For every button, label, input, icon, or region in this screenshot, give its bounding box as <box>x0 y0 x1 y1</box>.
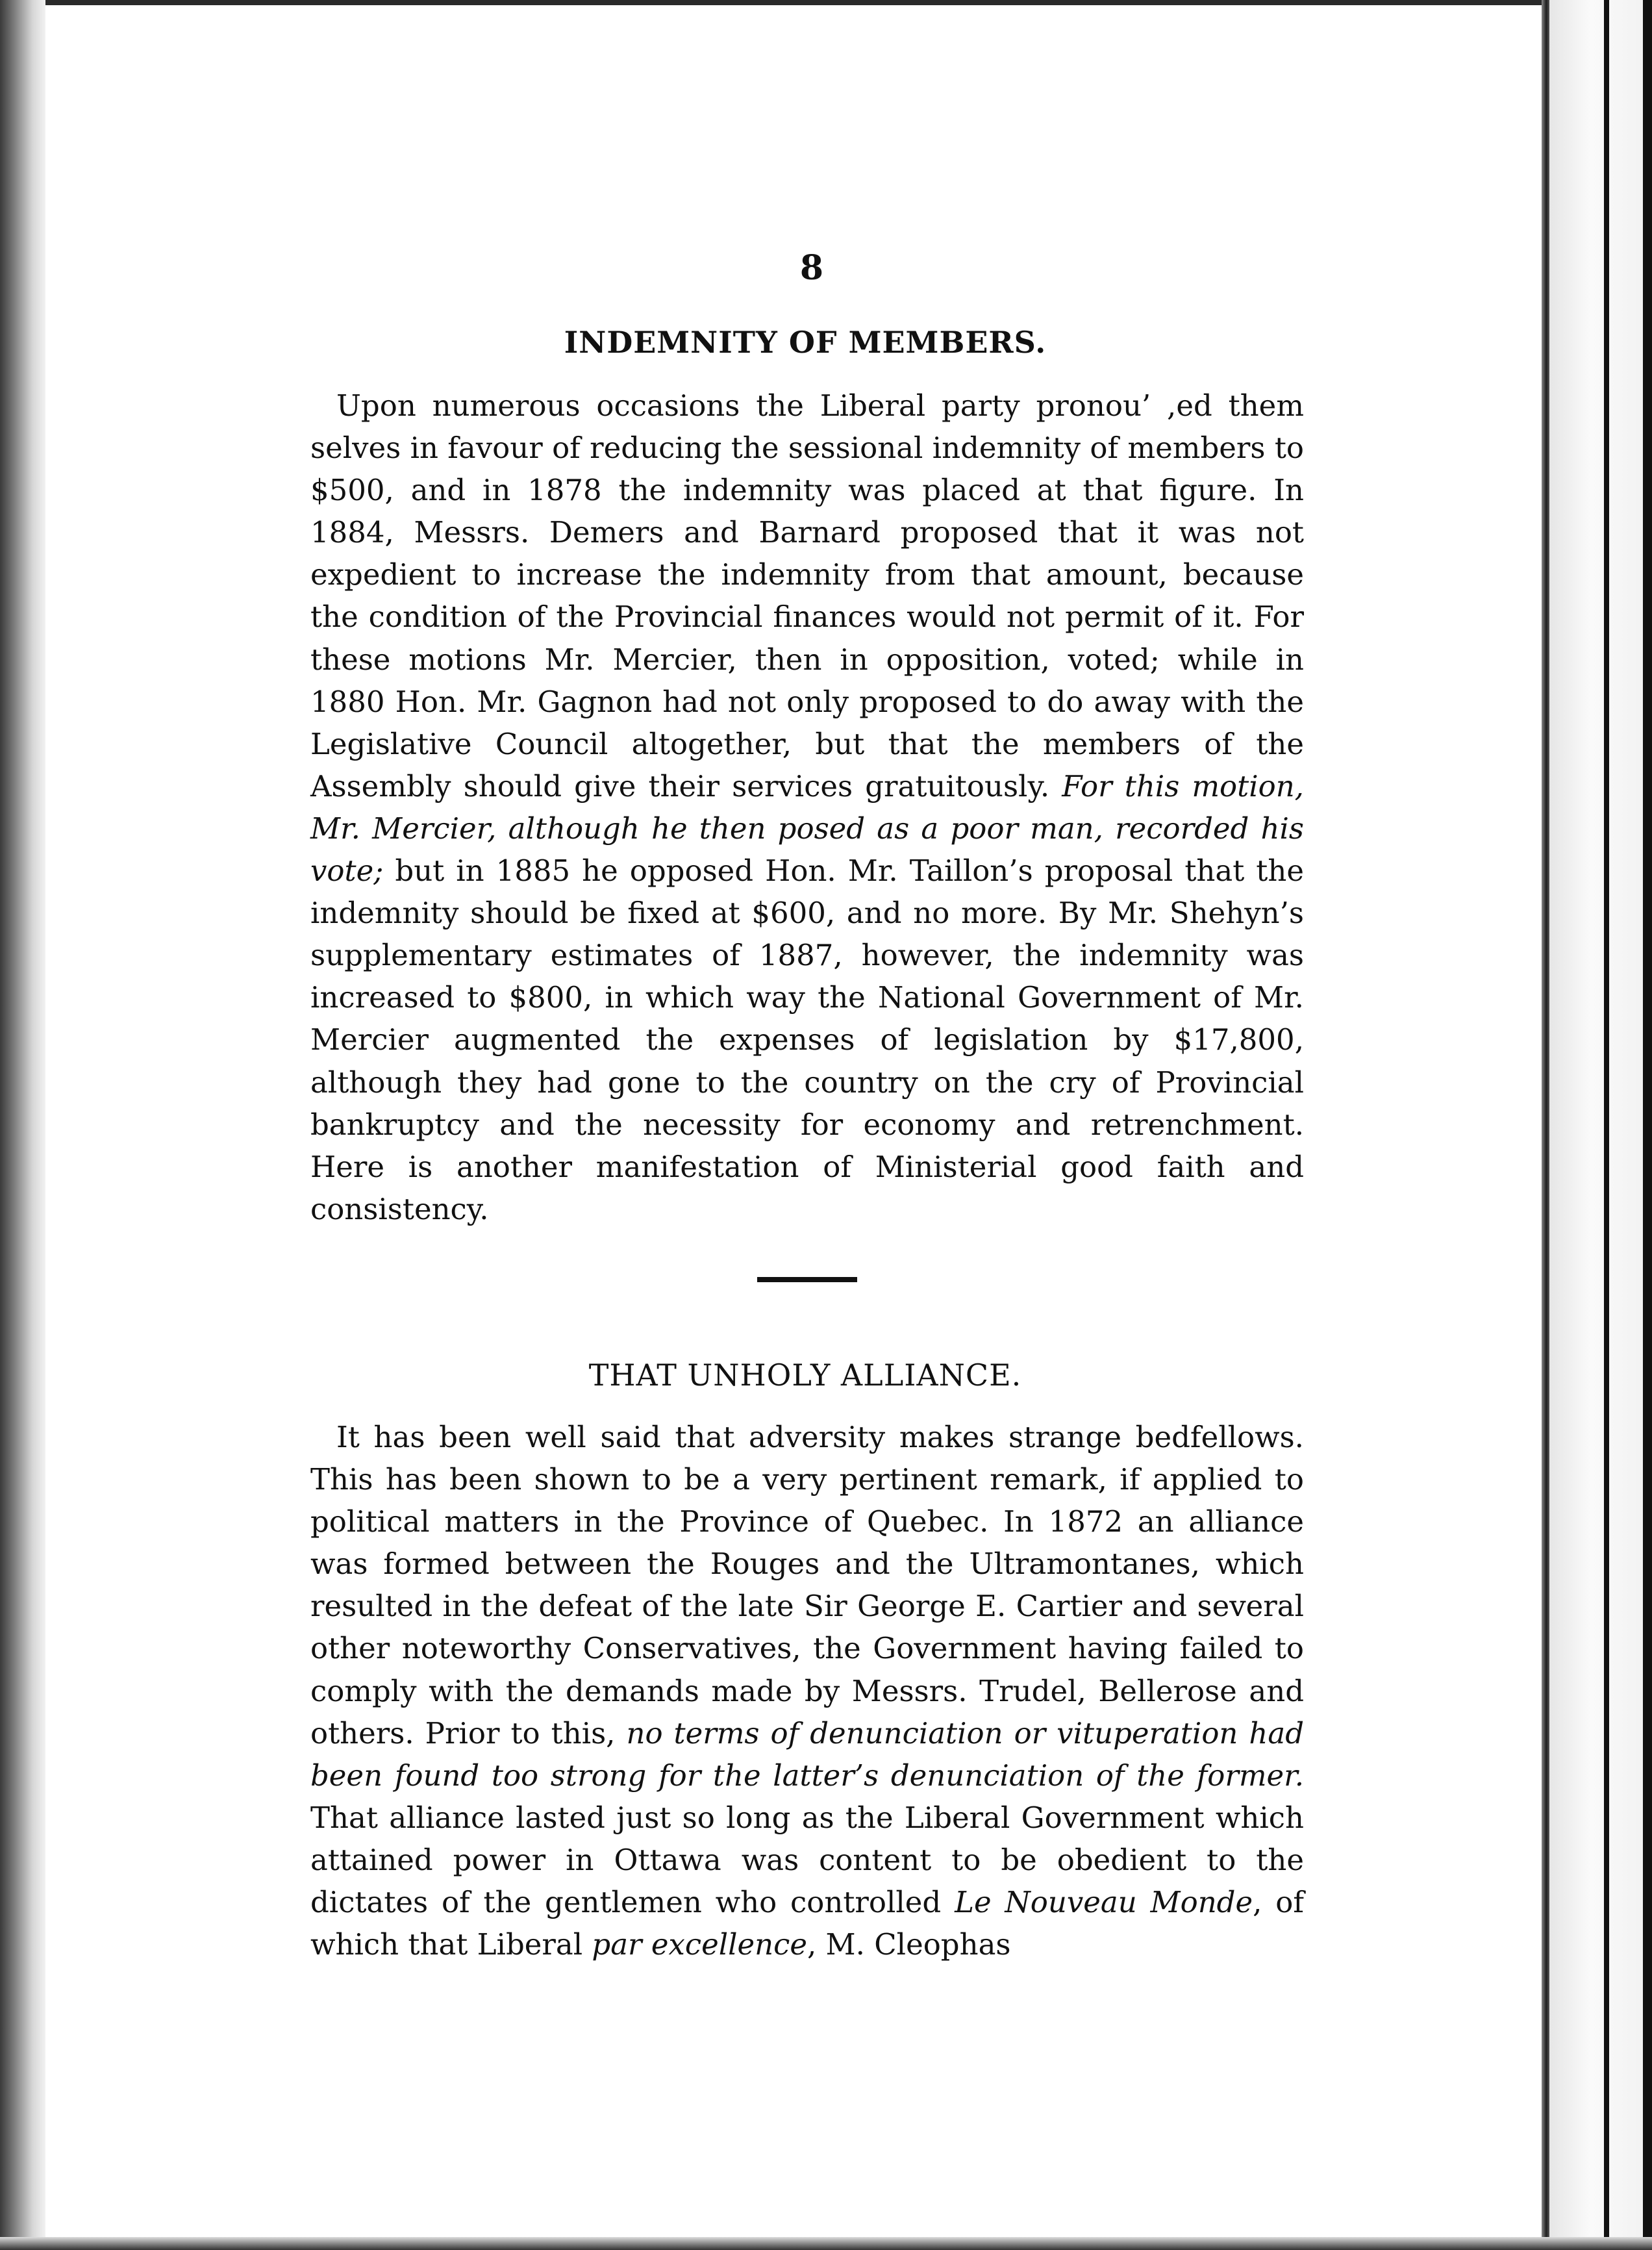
section-separator-rule <box>757 1277 857 1282</box>
paragraph-run-italic: For this motion, Mr. Mercier, although he then posed as a poor man, recorded his vote; <box>310 768 1304 889</box>
scan-border-left <box>0 0 45 2250</box>
paragraph-run: It has been well said that adversity makes strange bedfellows. This has been shown to be a very pertinent remark, if applied to political matters in the Province of Quebec. In 1872 an alliance was formed between the Rouges and the Ultramontanes, which resulted in the defeat of the late Sir George E. Cartier and several other noteworthy Conservatives, the Government having failed to comply with the demands made by Messrs. Trudel, Bellerose and others. Prior to this, <box>310 1420 1304 1751</box>
paragraph-alliance <box>310 1416 1304 1966</box>
scan-border-right <box>1549 0 1652 2250</box>
paragraph-run-italic: par excellence <box>592 1927 807 1962</box>
paragraph-run: Upon numerous occasions the Liberal party pronou’ ,ed them selves in favour of reducing the sessional indemnity of members to $500, and in 1878 the indemnity was placed at that figure. In 1884, Messrs. Demers and Barnard proposed that it was not expedient to increase the indemnity from that amount, because the condition of the Provincial finances would not permit of it. For these motions Mr. Mercier, then in opposition, voted; while in 1880 Hon. Mr. Gagnon had not only proposed to do away with the Legislative Council altogether, but that the members of the Assembly should give their services gratuitously. <box>310 388 1304 803</box>
paragraph-run: but in 1885 he opposed Hon. Mr. Taillon’s proposal that the indemnity should be fixed at $600, and no more. By Mr. Shehyn’s supplementary estimates of 1887, however, the indemnity was increased to $800, in which way the National Government of Mr. Mercier augmented the expenses of legislation by $17,800, although they had gone to the country on the cry of Provincial bankruptcy and the necessity for economy and retrenchment. Here is another manifestation of Ministerial good faith and consistency. <box>310 853 1304 1226</box>
paragraph-run-italic: no terms of denunciation or vituperation had been found too strong for the latter’s denunciation of the former. <box>310 1715 1304 1793</box>
scan-border-top <box>0 0 1652 5</box>
paragraph-run: , M. Cleophas <box>807 1927 1011 1962</box>
paragraph-run: That alliance lasted just so long as the Liberal Government which attained power in Ottawa was content to be obedient to the dictates of the gentlemen who controlled <box>310 1800 1304 1920</box>
scan-page-edge-right <box>1542 0 1549 2250</box>
paragraph-run: , of which that Liberal <box>310 1885 1304 1962</box>
scan-crease-line <box>1604 0 1609 2250</box>
scan-outer-edge-right <box>1643 0 1652 2250</box>
page-number: 8 <box>799 248 824 288</box>
section-heading-alliance: THAT UNHOLY ALLIANCE. <box>588 1358 1022 1393</box>
scan-border-bottom <box>0 2237 1652 2250</box>
paragraph-run-italic: Le Nouveau Monde <box>955 1885 1253 1920</box>
section-heading-indemnity: INDEMNITY OF MEMBERS. <box>564 325 1047 360</box>
paragraph-indemnity <box>310 385 1304 1230</box>
